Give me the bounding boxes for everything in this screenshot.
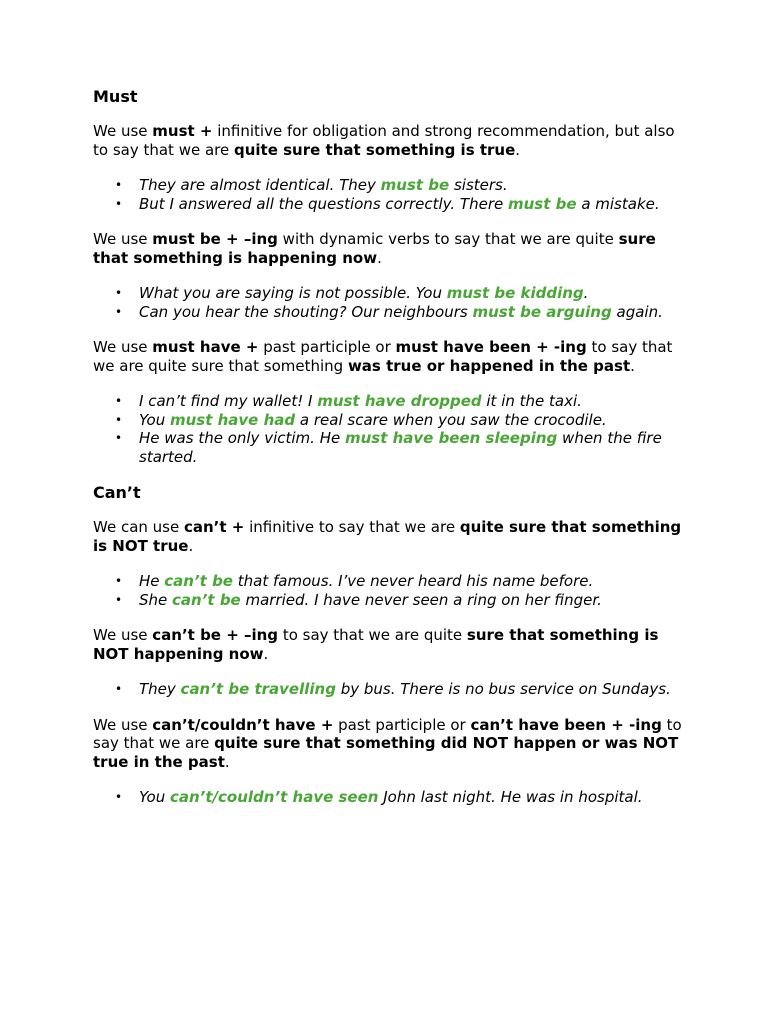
text-run: a real scare when you saw the crocodile. bbox=[295, 410, 607, 429]
example-modal-phrase: must be arguing bbox=[472, 302, 612, 321]
text-run: He was the only victim. He bbox=[139, 429, 345, 447]
text-run: We use bbox=[93, 230, 153, 248]
bullet-icon: • bbox=[115, 574, 123, 588]
text-run: We use bbox=[93, 338, 153, 356]
example-modal-phrase: must be bbox=[380, 176, 450, 194]
bullet-icon: • bbox=[115, 286, 123, 300]
key-phrase: must have + bbox=[152, 338, 259, 356]
text-run: married. I have never seen a ring on her finger. bbox=[240, 590, 602, 609]
text-run: a mistake. bbox=[576, 194, 660, 213]
text-run: He bbox=[139, 572, 165, 590]
text-run: infinitive to say that we are bbox=[244, 518, 460, 536]
text-run: past participle or bbox=[258, 338, 396, 356]
key-phrase: can’t/couldn’t have + bbox=[152, 715, 334, 734]
example-item bbox=[93, 411, 683, 430]
text-run: Can you hear the shouting? Our neighbours bbox=[139, 302, 473, 321]
example-modal-phrase: must have dropped bbox=[317, 392, 482, 410]
example-list bbox=[93, 572, 683, 609]
example-modal-phrase: can’t/couldn’t have seen bbox=[169, 788, 379, 806]
text-run: to say that we are bbox=[93, 715, 682, 752]
explanation-paragraph bbox=[93, 626, 683, 663]
text-run: past participle or bbox=[333, 715, 471, 734]
text-run: We use bbox=[93, 626, 153, 644]
text-run: John last night. He was in hospital. bbox=[378, 788, 643, 806]
key-phrase: was true or happened in the past bbox=[347, 356, 631, 375]
text-run: by bus. There is no bus service on Sundays. bbox=[335, 680, 671, 698]
key-phrase: can’t have been + -ing bbox=[470, 715, 662, 734]
bullet-icon: • bbox=[115, 431, 123, 445]
text-run: . bbox=[515, 140, 521, 159]
key-phrase: sure that something is NOT happening now bbox=[93, 626, 659, 663]
text-run: . bbox=[630, 356, 635, 375]
text-run: We can use bbox=[93, 518, 184, 536]
text-run: . bbox=[377, 248, 382, 267]
text-run: They are almost identical. They bbox=[139, 176, 381, 194]
section-heading: Can’t bbox=[93, 483, 141, 502]
example-item bbox=[93, 195, 683, 214]
key-phrase: quite sure that something did NOT happen or was NOT true in the past bbox=[93, 734, 679, 771]
key-phrase: sure that something is happening now bbox=[93, 230, 656, 267]
example-list bbox=[93, 284, 683, 321]
document-page bbox=[93, 87, 683, 824]
example-list bbox=[93, 788, 683, 807]
explanation-paragraph bbox=[93, 338, 683, 375]
example-modal-phrase: must be kidding bbox=[446, 284, 584, 302]
text-run: We use bbox=[93, 715, 153, 734]
explanation-paragraph bbox=[93, 230, 683, 267]
text-run: You bbox=[139, 410, 170, 429]
text-run: . bbox=[583, 284, 589, 302]
text-run: . bbox=[224, 752, 230, 771]
key-phrase: can’t be + –ing bbox=[152, 626, 279, 644]
example-item bbox=[93, 680, 683, 699]
text-run: . bbox=[263, 644, 269, 663]
example-item bbox=[93, 392, 683, 411]
text-run: with dynamic verbs to say that we are quite bbox=[277, 230, 619, 248]
text-run: to say that we are quite sure that something bbox=[93, 338, 673, 375]
bullet-icon: • bbox=[115, 592, 123, 607]
text-run: We use bbox=[93, 122, 153, 140]
example-list bbox=[93, 176, 683, 213]
key-phrase: can’t + bbox=[183, 518, 245, 536]
key-phrase: must have been + -ing bbox=[395, 338, 587, 356]
text-run: infinitive for obligation and strong recommendation, but also to say that we are bbox=[93, 122, 675, 159]
example-item bbox=[93, 429, 683, 466]
text-run: again. bbox=[611, 302, 663, 321]
example-modal-phrase: can’t be travelling bbox=[180, 680, 336, 698]
bullet-icon: • bbox=[115, 394, 123, 408]
key-phrase: quite sure that something is true bbox=[234, 140, 516, 159]
bullet-icon: • bbox=[115, 178, 123, 192]
example-item bbox=[93, 572, 683, 591]
example-item bbox=[93, 788, 683, 807]
example-modal-phrase: must have been sleeping bbox=[344, 429, 558, 447]
text-run: it in the taxi. bbox=[481, 392, 582, 410]
example-item bbox=[93, 176, 683, 195]
bullet-icon: • bbox=[115, 682, 123, 696]
example-item bbox=[93, 303, 683, 322]
example-item bbox=[93, 284, 683, 303]
key-phrase: must be + –ing bbox=[152, 230, 278, 248]
bullet-icon: • bbox=[115, 790, 123, 804]
text-run: But I answered all the questions correctly. There bbox=[139, 194, 508, 213]
text-run: that famous. I’ve never heard his name before. bbox=[232, 572, 594, 590]
bullet-icon: • bbox=[115, 196, 123, 211]
text-run: when the fire started. bbox=[139, 429, 662, 466]
key-phrase: must + bbox=[152, 122, 213, 140]
example-modal-phrase: can’t be bbox=[172, 590, 241, 609]
text-run: I can’t find my wallet! I bbox=[139, 392, 318, 410]
example-list bbox=[93, 392, 683, 466]
text-run: They bbox=[139, 680, 181, 698]
text-run: She bbox=[139, 590, 173, 609]
bullet-icon: • bbox=[115, 412, 123, 427]
example-modal-phrase: must have had bbox=[169, 410, 296, 429]
explanation-paragraph bbox=[93, 518, 683, 555]
section-heading: Must bbox=[93, 87, 138, 106]
text-run: You bbox=[139, 788, 170, 806]
text-run: . bbox=[188, 536, 194, 555]
bullet-icon: • bbox=[115, 304, 123, 319]
text-run: to say that we are quite bbox=[278, 626, 467, 644]
example-modal-phrase: must be bbox=[508, 194, 577, 213]
text-run: What you are saying is not possible. You bbox=[139, 284, 447, 302]
explanation-paragraph bbox=[93, 716, 683, 772]
example-list bbox=[93, 680, 683, 699]
explanation-paragraph bbox=[93, 122, 683, 159]
text-run: sisters. bbox=[449, 176, 508, 194]
key-phrase: quite sure that something is NOT true bbox=[93, 518, 682, 555]
example-modal-phrase: can’t be bbox=[164, 572, 233, 590]
example-item bbox=[93, 591, 683, 610]
